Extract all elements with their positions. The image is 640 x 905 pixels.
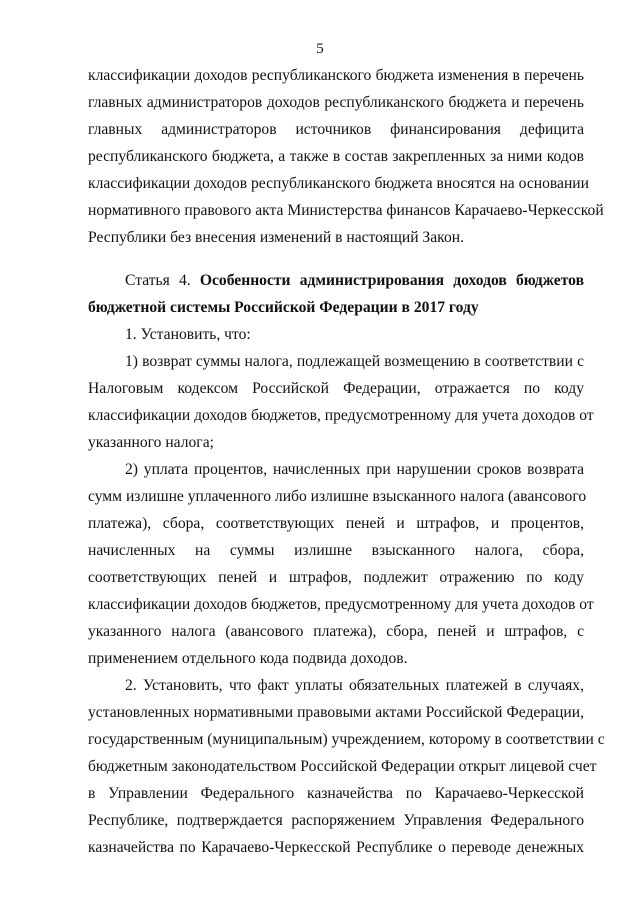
text-line: нормативного правового акта Министерства финансов Карачаево-Черкесской [88, 202, 604, 219]
article-prefix: Статья 4. [125, 272, 191, 289]
paragraph-line: государственным (муниципальным) учреждением, которому в соответствии с [88, 731, 605, 748]
article-heading [125, 271, 584, 291]
article-heading-cont [88, 298, 584, 318]
paragraph-line: указанного налога; [88, 434, 214, 451]
paragraph-line: в Управлении Федерального казначейства по Карачаево-Черкесской [88, 785, 584, 802]
paragraph-line: казначейства по Карачаево-Черкесской Республике о переводе денежных [88, 839, 584, 856]
text-line: главных администраторов источников финансирования дефицита [88, 121, 584, 138]
paragraph-line: установленных нормативными правовыми актами Российской Федерации, [88, 704, 584, 721]
text-line: классификации доходов республиканского бюджета изменения в перечень [88, 67, 584, 84]
page-number: 5 [316, 41, 324, 57]
paragraph-line: сумм излишне уплаченного либо излишне взысканного налога (авансового [88, 488, 587, 505]
text-line: главных администраторов доходов республиканского бюджета и перечень [88, 94, 584, 111]
paragraph-line: применением отдельного кода подвида доходов. [88, 650, 408, 667]
text-line: классификации доходов республиканского бюджета вносятся на основании [88, 175, 589, 192]
paragraph-line: бюджетным законодательством Российской Федерации открыт лицевой счет [88, 758, 597, 775]
paragraph-line: 2) уплата процентов, начисленных при нарушении сроков возврата [125, 461, 584, 478]
article-title-line1: Особенности администрирования доходов бюджетов [199, 272, 584, 289]
text-line: республиканского бюджета, а также в состав закрепленных за ними кодов [88, 148, 584, 165]
article-title-line2: бюджетной системы Российской Федерации в 2017 году [88, 299, 479, 316]
paragraph-line: Налоговым кодексом Российской Федерации, отражается по коду [88, 380, 584, 397]
paragraph-line: классификации доходов бюджетов, предусмотренному для учета доходов от [88, 407, 594, 424]
paragraph-line: начисленных на суммы излишне взысканного налога, сбора, [88, 542, 584, 559]
text-line: Республики без внесения изменений в настоящий Закон. [88, 229, 464, 246]
paragraph-line: указанного налога (авансового платежа), сбора, пеней и штрафов, с [88, 623, 584, 640]
paragraph-line: 1. Установить, что: [125, 326, 251, 343]
paragraph-line: 2. Установить, что факт уплаты обязательных платежей в случаях, [125, 677, 584, 694]
paragraph-line: Республике, подтверждается распоряжением Управления Федерального [88, 812, 584, 829]
paragraph-line: соответствующих пеней и штрафов, подлежит отражению по коду [88, 569, 584, 586]
paragraph-line: платежа), сбора, соответствующих пеней и штрафов, и процентов, [88, 515, 584, 532]
paragraph-line: 1) возврат суммы налога, подлежащей возмещению в соответствии с [125, 353, 584, 370]
paragraph-line: классификации доходов бюджетов, предусмотренному для учета доходов от [88, 596, 594, 613]
